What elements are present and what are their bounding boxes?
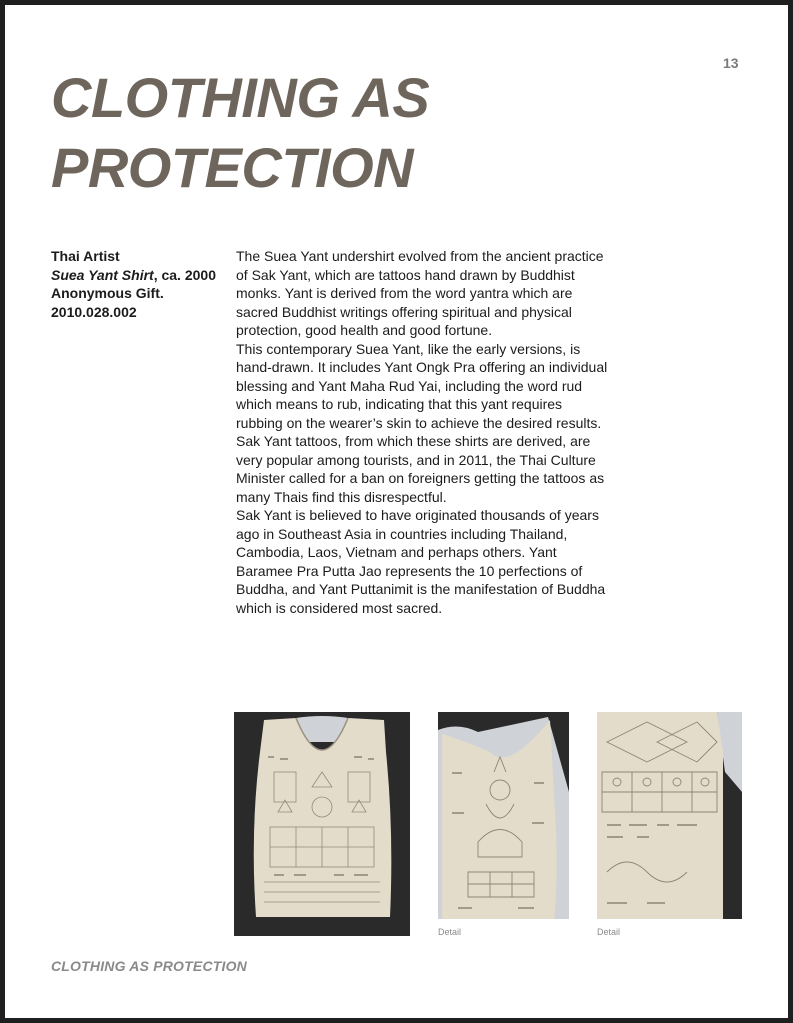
- shirt-detail-photo-1: [438, 712, 569, 919]
- credit-accession-number: 2010.028.002: [51, 303, 137, 320]
- object-credit: [51, 247, 216, 321]
- shirt-detail-photo-2: [597, 712, 742, 919]
- body-paragraph: This contemporary Suea Yant, like the early versions, is hand-drawn. It includes Yant Ongk Pra offering an individual blessing and Yant Maha Rud Yai, including the word rud which means to rub, indicating that this yant requires rubbing on the wearer’s skin to achieve the desired results.: [236, 340, 608, 431]
- running-footer: CLOTHING AS PROTECTION: [51, 958, 247, 974]
- page-number: 13: [723, 55, 739, 71]
- page-title: [51, 63, 651, 203]
- credit-work-title: Suea Yant Shirt: [51, 266, 154, 283]
- credit-gift: Anonymous Gift.: [51, 285, 164, 301]
- credit-artist: Thai Artist: [51, 248, 120, 264]
- body-paragraph: The Suea Yant undershirt evolved from the ancient practice of Sak Yant, which are tattoos hand drawn by Buddhist monks. Yant is derived from the word yantra which are sacred Buddhist writings offering spiritual and physical protection, good health and good fortune.: [236, 248, 604, 338]
- document-page: [5, 5, 788, 1018]
- body-paragraph: Sak Yant is believed to have originated thousands of years ago in Southeast Asia in countries including Thailand, Cambodia, Laos, Vietnam and perhaps others. Yant Baramee Pra Putta Jao represents the 10 perfections of Buddha, and Yant Puttanimit is the manifestation of Buddha which is considered most sacred.: [236, 507, 606, 616]
- body-text: [236, 247, 608, 617]
- detail-caption: Detail: [597, 927, 621, 937]
- credit-title-line: [51, 266, 216, 285]
- body-paragraph: Sak Yant tattoos, from which these shirts are derived, are very popular among tourists, and in 2011, the Thai Culture Minister called for a ban on foreigners getting the tattoos as many Thais find this disrespectful.: [236, 433, 605, 505]
- page-title-line-2: PROTECTION: [51, 136, 414, 199]
- credit-date: , ca. 2000: [153, 266, 216, 283]
- page-title-line-1: CLOTHING AS: [51, 66, 430, 129]
- detail-caption: Detail: [438, 927, 462, 937]
- shirt-photo: [234, 712, 410, 936]
